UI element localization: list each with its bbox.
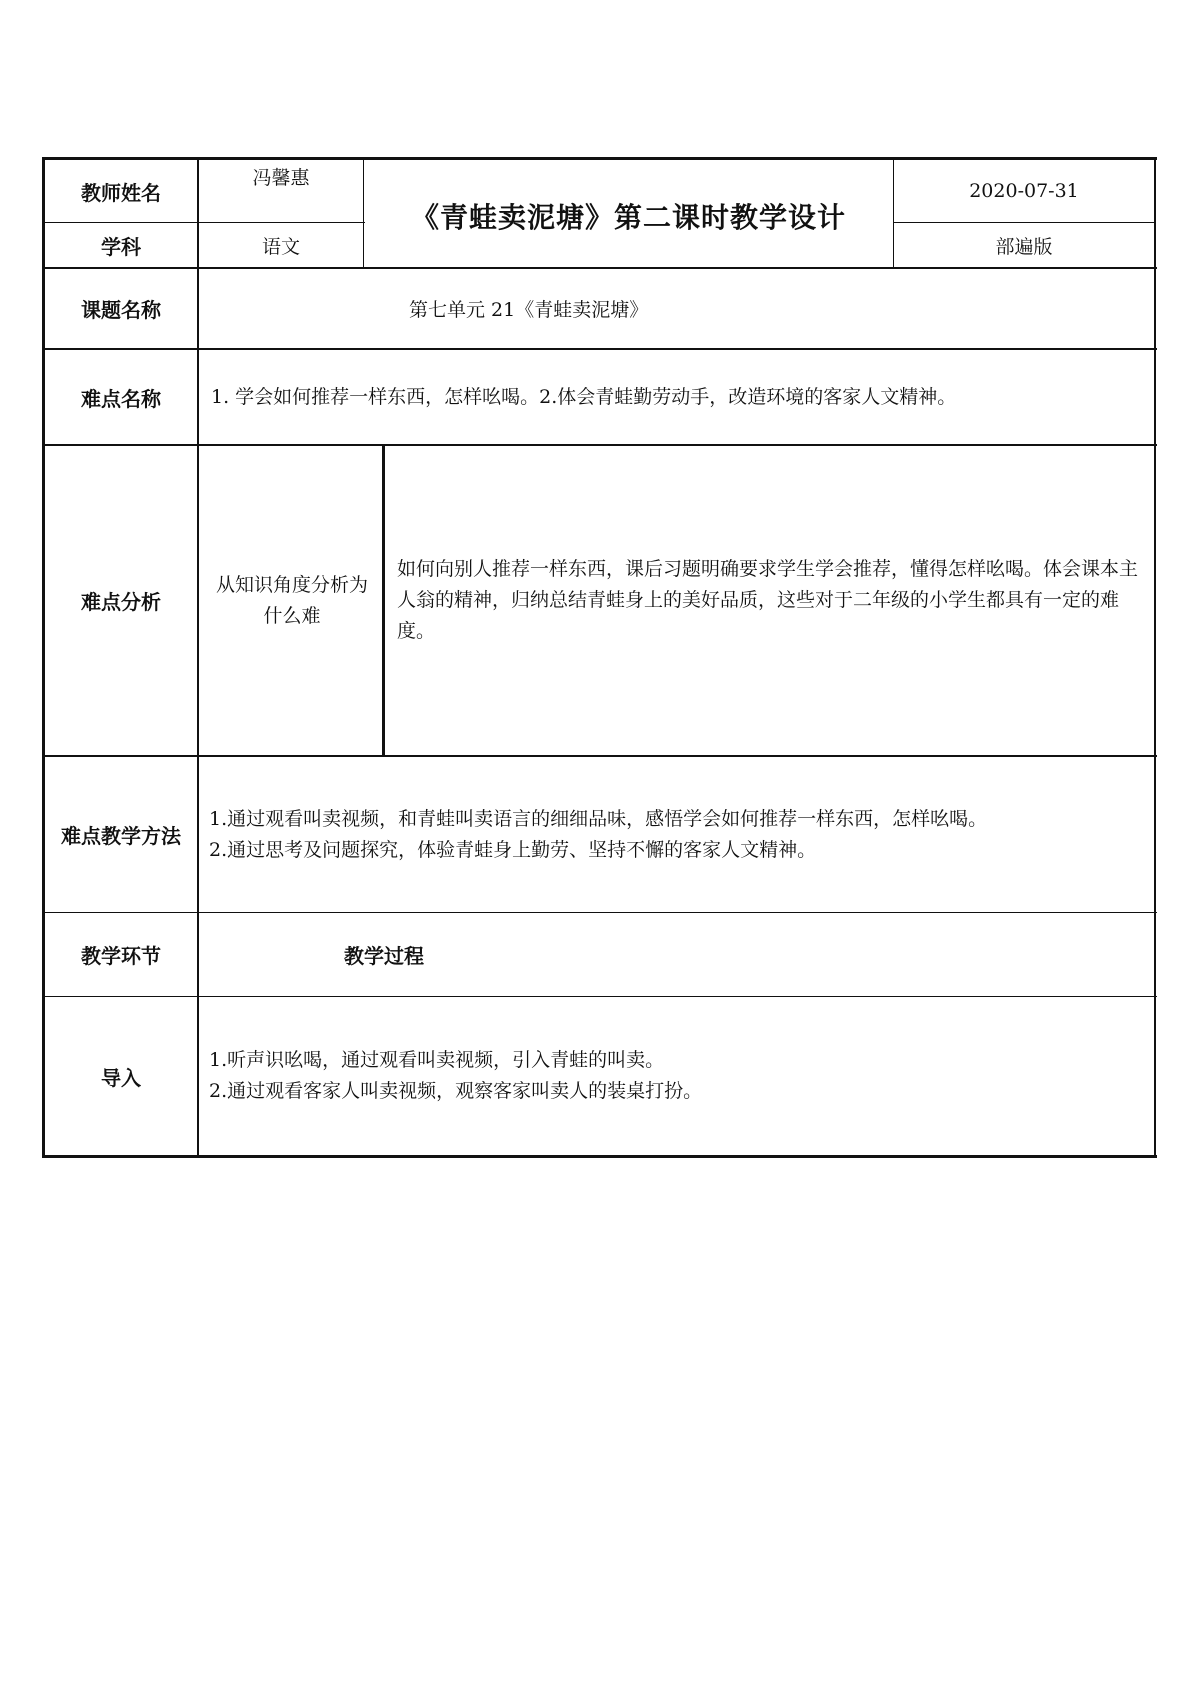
teacher-name-value: 冯馨惠	[252, 166, 310, 189]
subject-value: 语文	[261, 235, 300, 258]
document-title: 《青蛙卖泥塘》第二课时教学设计	[410, 200, 846, 234]
subject-label: 学科	[101, 234, 141, 259]
difficulty-label: 难点名称	[81, 386, 161, 411]
table-border-right	[1154, 157, 1156, 1157]
intro-label: 导入	[101, 1065, 141, 1090]
process-header-value: 教学过程	[344, 944, 424, 968]
method-label: 难点教学方法	[61, 824, 181, 848]
topic-value: 第七单元 21《青蛙卖泥塘》	[409, 299, 649, 321]
intro-line-2: 2.通过观看客家人叫卖视频，观察客家叫卖人的装桌打扮。	[209, 1080, 703, 1102]
teacher-name-label: 教师姓名	[81, 180, 161, 205]
difficulty-value: 1. 学会如何推荐一样东西，怎样吆喝。2.体会青蛙勤劳动手，改造环境的客家人文精神。	[211, 385, 957, 408]
analysis-sub-label: 从知识角度分析为什么难	[215, 573, 368, 627]
topic-label: 课题名称	[81, 298, 161, 322]
analysis-value: 如何向别人推荐一样东西，课后习题明确要求学生学会推荐，懂得怎样吆喝。体会课本主人翁的精神，归纳总结青蛙身上的美好品质，这些对于二年级的小学生都具有一定的难度。	[397, 558, 1139, 642]
intro-line-1: 1.听声识吆喝，通过观看叫卖视频，引入青蛙的叫卖。	[209, 1049, 665, 1071]
edition-value: 部遍版	[995, 235, 1053, 258]
date-value: 2020-07-31	[969, 180, 1079, 202]
method-line-2: 2.通过思考及问题探究，体验青蛙身上勤劳、坚持不懈的客家人文精神。	[209, 838, 817, 861]
analysis-label: 难点分析	[81, 590, 161, 614]
process-step-label: 教学环节	[81, 944, 161, 968]
method-line-1: 1.通过观看叫卖视频，和青蛙叫卖语言的细细品味，感悟学会如何推荐一样东西，怎样吆喝。	[209, 807, 988, 830]
method-text	[199, 757, 1154, 912]
intro-text	[199, 997, 1154, 1155]
table-border-bottom	[42, 1155, 1157, 1158]
